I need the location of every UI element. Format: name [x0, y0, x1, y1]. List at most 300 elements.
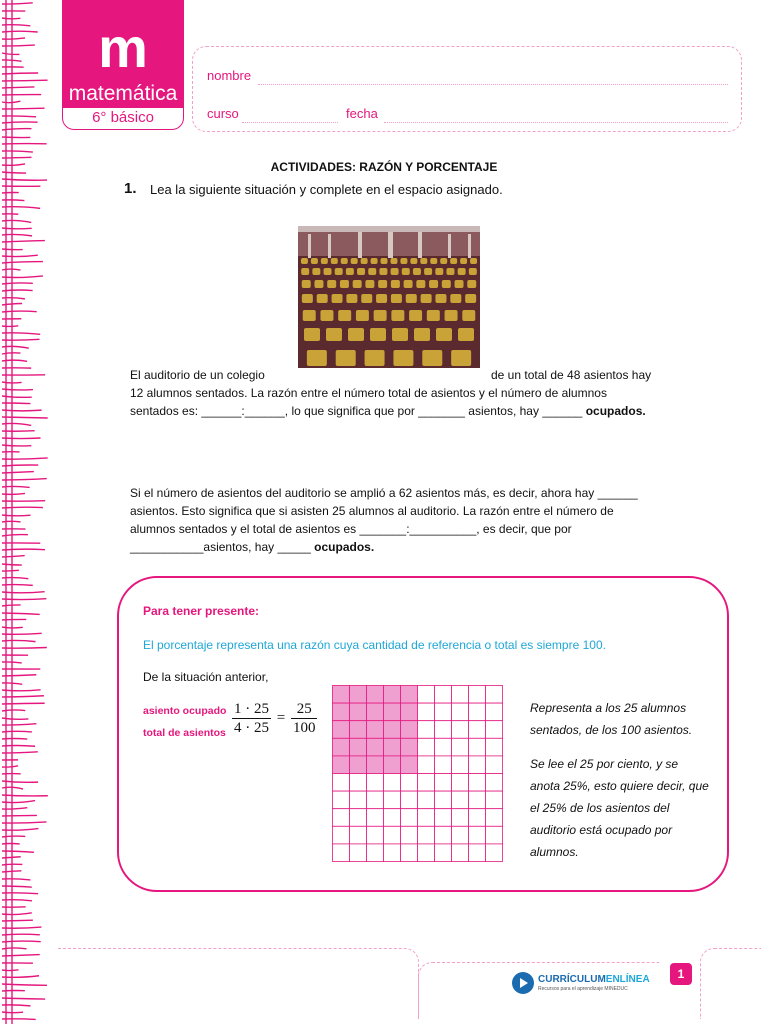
grid-cell — [435, 774, 452, 792]
grid-cell — [435, 721, 452, 739]
decorative-side-border — [0, 0, 52, 1024]
grid-cell — [435, 686, 452, 704]
seat — [346, 268, 354, 275]
border-stroke — [2, 984, 47, 985]
curriculum-play-icon — [512, 972, 534, 994]
seat — [458, 268, 466, 275]
seat — [413, 268, 421, 275]
grid-cell — [333, 809, 350, 827]
page-number: 1 — [670, 963, 692, 985]
border-stroke — [2, 507, 43, 508]
grid-cell-shaded — [367, 756, 384, 774]
border-stroke — [2, 116, 36, 117]
grid-cell — [486, 686, 503, 704]
seat — [378, 280, 387, 288]
seat — [391, 310, 404, 321]
border-stroke — [2, 976, 39, 978]
grid-cell — [469, 686, 486, 704]
seat — [353, 280, 362, 288]
border-stroke — [2, 101, 20, 102]
border-stroke — [2, 192, 19, 193]
border-stroke — [2, 752, 38, 753]
grid-cell — [452, 703, 469, 721]
border-stroke — [2, 410, 42, 411]
seat — [331, 258, 338, 264]
student-info-box — [192, 46, 742, 132]
grid-cell — [367, 774, 384, 792]
border-vertical — [6, 0, 12, 1024]
grid-cell — [435, 844, 452, 862]
seat — [302, 294, 313, 303]
fraction-equation — [232, 700, 317, 737]
seat — [416, 280, 425, 288]
grid-cell — [333, 826, 350, 844]
border-stroke — [2, 549, 45, 550]
border-stroke — [2, 815, 37, 816]
seat — [429, 280, 438, 288]
seat — [304, 328, 320, 341]
curso-label: curso — [207, 106, 239, 121]
grid-cell — [401, 774, 418, 792]
grid-cell — [469, 809, 486, 827]
border-stroke — [2, 207, 40, 209]
grid-cell-shaded — [401, 686, 418, 704]
grid-cell — [384, 809, 401, 827]
seat — [311, 258, 318, 264]
grid-cell — [469, 774, 486, 792]
border-stroke — [2, 521, 21, 522]
border-stroke — [2, 605, 21, 606]
border-stroke — [2, 781, 38, 782]
grid-cell — [486, 844, 503, 862]
border-stroke — [2, 472, 34, 473]
seat — [421, 294, 432, 303]
paragraph2-line3: alumnos sentados y el total de asientos es _______:__________, es decir, que por — [130, 522, 572, 536]
paragraph1-part-a: El auditorio de un colegio — [130, 368, 265, 382]
seat — [436, 328, 452, 341]
seat — [424, 268, 432, 275]
border-stroke — [2, 599, 46, 600]
footer-frame-left — [58, 948, 419, 1019]
grid-cell-shaded — [333, 703, 350, 721]
grid-cell-shaded — [350, 721, 367, 739]
seat — [320, 310, 333, 321]
seat — [341, 258, 348, 264]
seat — [301, 268, 309, 275]
seat — [462, 310, 475, 321]
border-stroke — [2, 822, 46, 823]
border-stroke — [2, 80, 48, 81]
brand-part-a: CURRÍCULUM — [538, 974, 606, 985]
paragraph2-line2: asientos. Esto significa que si asisten 25 alumnos al auditorio. La razón entre el número de — [130, 504, 614, 518]
seat — [324, 268, 332, 275]
grid-cell — [452, 738, 469, 756]
seat — [391, 294, 402, 303]
grid-cell-shaded — [350, 738, 367, 756]
border-stroke — [2, 417, 48, 418]
grid-cell-shaded — [384, 756, 401, 774]
seat — [346, 294, 357, 303]
seat — [410, 258, 417, 264]
brand-subtitle: Recursos para el aprendizaje MINEDUC — [538, 986, 628, 992]
seat — [365, 350, 385, 366]
seat — [393, 350, 413, 366]
grid-cell-shaded — [401, 703, 418, 721]
border-stroke — [2, 311, 37, 312]
grade-tab — [62, 108, 184, 130]
grid-cell — [418, 809, 435, 827]
border-stroke — [2, 592, 45, 593]
grid-cell — [452, 809, 469, 827]
grid-cell — [401, 844, 418, 862]
seat — [446, 268, 454, 275]
seat — [390, 258, 397, 264]
border-stroke — [2, 851, 34, 852]
border-stroke — [2, 927, 41, 928]
border-stroke — [2, 431, 35, 432]
seat — [302, 280, 311, 288]
seat — [381, 258, 388, 264]
seat — [303, 310, 316, 321]
border-stroke — [2, 276, 43, 278]
logo-letter: m — [98, 16, 148, 79]
grid-cell-shaded — [384, 686, 401, 704]
seat — [365, 280, 374, 288]
border-stroke — [2, 87, 34, 88]
seat — [351, 258, 358, 264]
grid-cell — [418, 686, 435, 704]
seat — [467, 280, 476, 288]
border-stroke — [2, 255, 38, 256]
paragraph1-line3-bold: ocupados. — [585, 404, 646, 418]
grid-cell — [418, 721, 435, 739]
paragraph2-line4-bold: ocupados. — [314, 540, 375, 554]
label-total-seats: total de asientos — [143, 727, 226, 739]
grid-cell — [418, 756, 435, 774]
grid-cell-shaded — [401, 738, 418, 756]
seat — [371, 258, 378, 264]
hundred-square-grid — [332, 685, 504, 863]
grid-cell — [333, 791, 350, 809]
border-stroke — [2, 18, 20, 19]
seat — [348, 328, 364, 341]
grid-explanation — [530, 697, 710, 875]
grid-cell-shaded — [401, 756, 418, 774]
seat — [404, 280, 413, 288]
grid-cell — [452, 774, 469, 792]
grid-cell-shaded — [401, 721, 418, 739]
grid-cell — [350, 809, 367, 827]
grid-cell — [486, 774, 503, 792]
seat — [451, 350, 471, 366]
grid-cell — [333, 774, 350, 792]
grid-cell-shaded — [350, 756, 367, 774]
grid-note-percent: Se lee el 25 por ciento, y se anota 25%, esto quiere decir, que el 25% de los asientos del auditorio está ocupado por alumnos. — [530, 757, 709, 859]
seat — [326, 328, 342, 341]
nombre-field[interactable] — [258, 83, 728, 85]
grid-cell — [435, 703, 452, 721]
paragraph1-part-b: de un total de 48 asientos hay — [491, 368, 652, 382]
situation-intro: De la situación anterior, — [143, 670, 269, 684]
border-stroke — [2, 108, 45, 109]
border-stroke — [2, 326, 18, 327]
nombre-label: nombre — [207, 68, 252, 83]
border-stroke — [2, 1019, 36, 1020]
grid-cell — [469, 844, 486, 862]
fraction-two — [291, 700, 318, 737]
fraction-two-denominator: 100 — [292, 720, 316, 736]
grid-cell — [367, 809, 384, 827]
grid-cell — [418, 791, 435, 809]
grid-cell — [435, 756, 452, 774]
grid-cell — [435, 738, 452, 756]
grid-cell — [367, 826, 384, 844]
border-stroke — [2, 633, 42, 634]
grid-cell — [350, 774, 367, 792]
grid-cell — [452, 826, 469, 844]
border-stroke — [2, 640, 36, 641]
seat — [332, 294, 343, 303]
fraction-two-numerator: 25 — [291, 700, 318, 719]
border-stroke — [2, 262, 43, 263]
seat — [435, 294, 446, 303]
seat — [430, 258, 437, 264]
seat — [440, 258, 447, 264]
equals-sign: = — [276, 710, 286, 726]
border-stroke — [2, 690, 41, 691]
border-stroke — [2, 570, 19, 571]
auditorium-seats-photo — [298, 226, 480, 368]
border-stroke — [2, 998, 45, 999]
grid-cell — [486, 703, 503, 721]
border-stroke — [2, 829, 38, 831]
grid-cell — [469, 791, 486, 809]
remember-heading: Para tener presente: — [143, 604, 260, 618]
logo-subject: matemática — [68, 82, 178, 105]
border-stroke — [2, 795, 48, 796]
paragraph2-line1: Si el número de asientos del auditorio se amplió a 62 asientos más, es decir, ahora hay ______ — [130, 486, 638, 500]
grid-cell — [469, 738, 486, 756]
border-stroke — [2, 613, 40, 614]
grid-cell — [469, 721, 486, 739]
border-stroke — [2, 73, 38, 74]
grid-cell — [401, 826, 418, 844]
grid-cell — [486, 721, 503, 739]
grid-cell — [384, 826, 401, 844]
border-stroke — [2, 465, 38, 466]
seat — [340, 280, 349, 288]
grid-cell — [469, 756, 486, 774]
border-stroke — [2, 675, 36, 676]
border-stroke — [2, 438, 41, 439]
seat — [376, 294, 387, 303]
grid-cell — [418, 826, 435, 844]
fecha-label: fecha — [346, 106, 378, 121]
grid-cell-shaded — [384, 721, 401, 739]
seat — [465, 294, 476, 303]
grid-cell — [418, 738, 435, 756]
seat — [391, 268, 399, 275]
fraction-one-denominator: 4 · 25 — [234, 720, 269, 736]
seat — [307, 350, 327, 366]
seat — [414, 328, 430, 341]
grid-cell-shaded — [384, 738, 401, 756]
logo-grade: 6° básico — [92, 109, 154, 126]
grid-cell — [401, 791, 418, 809]
grid-cell — [469, 826, 486, 844]
seat — [327, 280, 336, 288]
grid-cell — [452, 721, 469, 739]
border-stroke — [2, 45, 35, 46]
grid-cell-shaded — [333, 686, 350, 704]
seat — [301, 258, 308, 264]
border-stroke — [2, 179, 47, 180]
grid-cell — [333, 844, 350, 862]
border-stroke — [2, 353, 20, 354]
seat — [361, 258, 368, 264]
grid-cell — [350, 826, 367, 844]
grid-cell-shaded — [333, 738, 350, 756]
grid-cell-shaded — [350, 686, 367, 704]
seat — [370, 328, 386, 341]
border-stroke — [2, 333, 40, 334]
seat — [400, 258, 407, 264]
border-stroke — [2, 31, 38, 32]
border-stroke — [2, 934, 40, 935]
brand-part-b: ENLÍNEA — [605, 974, 650, 985]
border-stroke — [2, 479, 47, 480]
seat — [470, 258, 477, 264]
seat — [427, 310, 440, 321]
grid-cell — [384, 844, 401, 862]
grid-cell — [452, 686, 469, 704]
grid-cell — [435, 809, 452, 827]
border-stroke — [2, 339, 40, 340]
grid-cell-shaded — [384, 703, 401, 721]
grid-cell — [418, 774, 435, 792]
curso-field[interactable] — [242, 121, 338, 123]
border-stroke — [2, 648, 47, 649]
border-stroke — [2, 724, 36, 725]
paragraph1-line3-text: sentados es: ______:______, lo que significa que por _______ asientos, hay ______ — [130, 404, 586, 418]
fraction-one — [232, 700, 271, 737]
grid-cell — [418, 703, 435, 721]
grid-cell-shaded — [350, 703, 367, 721]
seat — [368, 268, 376, 275]
paragraph1-line2: 12 alumnos sentados. La razón entre el número total de asientos y el número de alumnos — [130, 386, 607, 400]
seat — [314, 280, 323, 288]
border-stroke — [2, 458, 48, 459]
grid-cell-shaded — [367, 703, 384, 721]
border-stroke — [2, 893, 38, 894]
grid-note-represents: Representa a los 25 alumnos sentados, de los 100 asientos. — [530, 701, 693, 737]
border-stroke — [2, 801, 35, 803]
seat — [379, 268, 387, 275]
grid-cell — [350, 844, 367, 862]
question-number: 1. — [124, 180, 137, 197]
grid-cell — [350, 791, 367, 809]
grid-cell — [469, 703, 486, 721]
grid-cell — [452, 756, 469, 774]
grid-cell-shaded — [367, 721, 384, 739]
label-occupied-seat: asiento ocupado — [143, 705, 227, 717]
seat — [335, 268, 343, 275]
seat — [391, 280, 400, 288]
grid-cell — [384, 774, 401, 792]
seat — [450, 258, 457, 264]
border-stroke — [2, 745, 35, 746]
border-stroke — [2, 941, 41, 942]
border-stroke — [2, 955, 40, 956]
seat — [361, 294, 372, 303]
seat — [442, 280, 451, 288]
grid-cell — [486, 809, 503, 827]
grid-cell — [435, 826, 452, 844]
grid-cell-shaded — [333, 756, 350, 774]
seat — [338, 310, 351, 321]
seat — [469, 268, 477, 275]
brand-text — [538, 974, 650, 985]
percentage-definition: El porcentaje representa una razón cuya cantidad de referencia o total es siempre 100. — [143, 638, 606, 652]
seat — [392, 328, 408, 341]
seat — [406, 294, 417, 303]
border-stroke — [2, 53, 20, 54]
paragraph2-line4 — [130, 538, 374, 556]
grid-cell — [401, 809, 418, 827]
border-stroke — [2, 766, 18, 767]
grid-cell — [486, 738, 503, 756]
grid-cell-shaded — [367, 686, 384, 704]
grid-cell — [435, 791, 452, 809]
paragraph2-line4-text: ___________asientos, hay _____ — [130, 540, 315, 554]
grid-cell — [367, 844, 384, 862]
grid-cell-shaded — [333, 721, 350, 739]
grid-cell — [486, 826, 503, 844]
seat — [374, 310, 387, 321]
grid-cell — [384, 791, 401, 809]
footer-frame-right — [700, 948, 761, 1019]
grid-cell-shaded — [367, 738, 384, 756]
border-stroke — [2, 122, 38, 123]
grid-cell — [486, 756, 503, 774]
border-stroke — [2, 703, 45, 704]
grid-cell — [367, 791, 384, 809]
seat — [460, 258, 467, 264]
seat — [455, 280, 464, 288]
seat — [312, 268, 320, 275]
border-stroke — [2, 241, 45, 242]
grid-cell — [452, 844, 469, 862]
grid-cell — [418, 844, 435, 862]
seat — [445, 310, 458, 321]
grid-cell — [452, 791, 469, 809]
fraction-one-numerator: 1 · 25 — [234, 701, 269, 717]
seat — [422, 350, 442, 366]
seat — [356, 310, 369, 321]
border-stroke — [2, 696, 44, 697]
fecha-field[interactable] — [384, 121, 728, 123]
activity-title: ACTIVIDADES: RAZÓN Y PORCENTAJE — [270, 160, 498, 174]
seat — [435, 268, 443, 275]
border-stroke — [2, 970, 19, 971]
seat — [336, 350, 356, 366]
seat — [321, 258, 328, 264]
grid-cell — [486, 791, 503, 809]
seat — [317, 294, 328, 303]
seat — [420, 258, 427, 264]
border-stroke — [2, 269, 20, 270]
paragraph1-line3 — [130, 402, 646, 420]
